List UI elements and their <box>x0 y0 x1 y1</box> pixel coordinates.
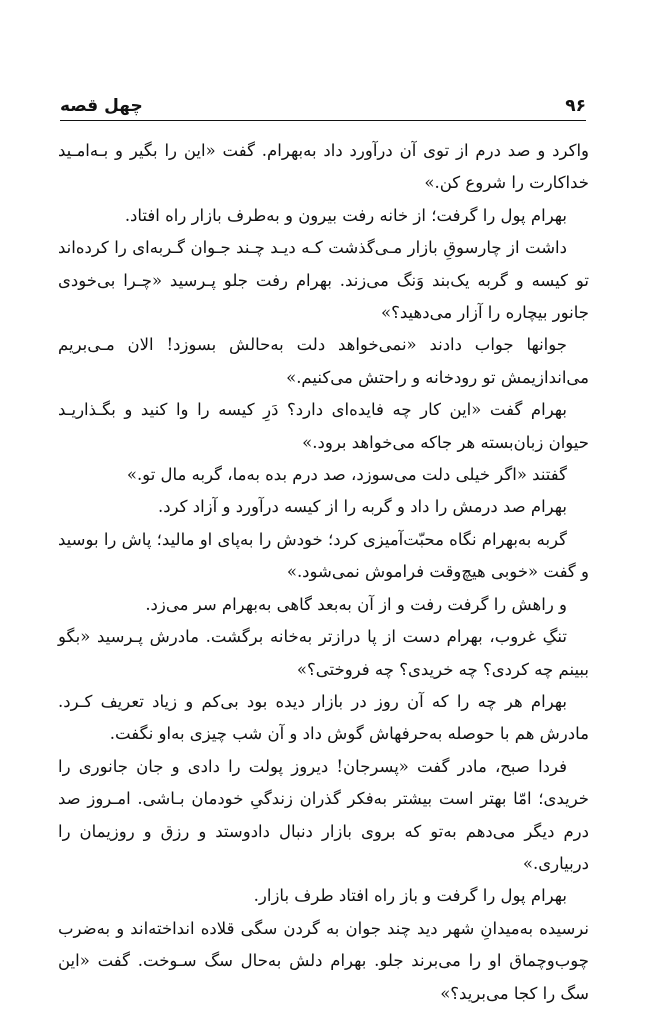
paragraph: بهرام گفت «این کار چه فایده‌ای دارد؟ دَرِ کیسه را وا کنید و بگـذاریـد حیوان زبان‌بسته هر جاکه می‌خواهد برود.» <box>58 400 589 452</box>
page-number: ۹۶ <box>565 96 586 116</box>
paragraph: گربه به‌بهرام نگاه محبّت‌آمیزی کرد؛ خودش را به‌پای او مالید؛ پاش را بوسید و گفت «خوبی هیچ‌وقت فراموش نمی‌شود.» <box>58 529 589 582</box>
page-header <box>60 90 586 121</box>
paragraph: جوانها جواب دادند «نمی‌خواهد دلت به‌حالش بسوزد! الان مـی‌بریم می‌اندازیمش تو رودخانه و راحتش می‌کنیم.» <box>58 335 589 387</box>
paragraph: بهرام صد درمش را داد و گربه را از کیسه درآورد و آزاد کرد. <box>157 497 567 517</box>
paragraph: بهرام پول را گرفت؛ از خانه رفت بیرون و به‌طرف بازار راه افتاد. <box>124 205 567 225</box>
paragraph: و راهش را گرفت رفت و از آن به‌بعد گاهی به‌بهرام سر می‌زد. <box>145 594 567 614</box>
running-title: چهل قصه <box>60 96 143 116</box>
paragraph: نرسیده به‌میدانِ شهر دید چند جوان به گردن سگی قلاده انداخته‌اند و به‌ضرب چوب‌وچماق او را می‌برند جلو. بهرام دلش به‌حال سگ سـوخت. گفت «این سگ را کجا می‌برید؟» <box>58 918 589 1003</box>
paragraph: بهرام هر چه را که آن روز در بازار دیده بود بی‌کم و زیاد تعریف کـرد. مادرش هم با حوصله به‌حرفهاش گوش داد و آن شب چیزی به‌او نگفت. <box>58 691 589 744</box>
paragraph: داشت از چارسوقِ بازار مـی‌گذشت کـه دیـد چـند جـوان گـربه‌ای را کرده‌اند تو کیسه و گربه یک‌بند وَنگ می‌زند. بهرام رفت جلو پـرسید «چـرا بی‌خودی جانور بیچاره را آزار می‌دهید؟» <box>58 238 589 323</box>
paragraph: گفتند «اگر خیلی دلت می‌سوزد، صد درم بده به‌ما، گربه مال تو.» <box>126 465 567 485</box>
paragraph: فردا صبح، مادر گفت «پسرجان! دیروز پولت را دادی و جان جانوری را خریدی؛ امّا بهتر است بیشتر به‌فکر گذران زندگیِ خودمان بـاشی. امـروز صد درم دیگر می‌دهم به‌تو که بروی بازار دنبال دادوستد و رزق و روزیمان را دربیاری.» <box>58 756 589 873</box>
paragraph: واکرد و صد درم از توی آن درآورد داد به‌بهرام. گفت «این را بگیر و بـه‌امـید خداکارت را شروع کن.» <box>58 141 589 193</box>
body-text <box>58 135 589 1010</box>
paragraph: بهرام پول را گرفت و باز راه افتاد طرف بازار. <box>253 886 567 906</box>
paragraph: تنگِ غروب، بهرام دست از پا درازتر به‌خانه برگشت. مادرش پـرسید «بگو ببینم چه کردی؟ چه خریدی؟ چه فروختی؟» <box>58 627 589 679</box>
